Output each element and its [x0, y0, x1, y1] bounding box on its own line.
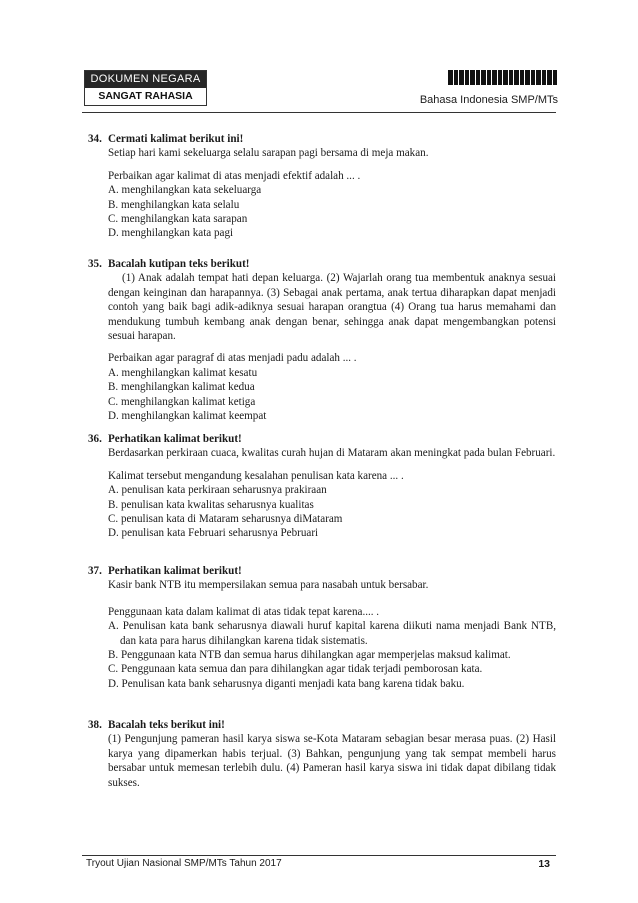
- option-list: [108, 619, 556, 691]
- question-title: Bacalah teks berikut ini!: [108, 719, 225, 731]
- question-sentence: Setiap hari kami sekeluarga selalu sarapan pagi bersama di meja makan.: [108, 147, 429, 160]
- question-title: Cermati kalimat berikut ini!: [108, 133, 244, 145]
- question-prompt: Perbaikan agar paragraf di atas menjadi padu adalah ... .: [108, 352, 357, 365]
- question-37: [88, 564, 556, 691]
- option-c[interactable]: C. menghilangkan kata sarapan: [108, 213, 248, 226]
- question-number: 37.: [88, 565, 102, 577]
- classification-stamp: [84, 70, 207, 106]
- option-list: [108, 183, 556, 241]
- option-b[interactable]: B. Penggunaan kata NTB dan semua harus dihilangkan agar memperjelas maksud kalimat.: [108, 649, 511, 662]
- option-list: [108, 366, 556, 424]
- option-c[interactable]: C. menghilangkan kalimat ketiga: [108, 395, 256, 408]
- barcode-icon: [448, 70, 557, 85]
- option-a[interactable]: A. Penulisan kata bank seharusnya diawali huruf kapital karena diikuti nama menjadi Bank NTB, dan kata para harus dihilangkan karena tidak sistematis.: [108, 620, 556, 647]
- page-number: 13: [538, 858, 550, 870]
- option-list: [108, 483, 556, 541]
- option-b[interactable]: B. menghilangkan kalimat kedua: [108, 381, 255, 394]
- question-number: 34.: [88, 133, 102, 145]
- question-title: Bacalah kutipan teks berikut!: [108, 258, 250, 270]
- option-a[interactable]: A. penulisan kata perkiraan seharusnya prakiraan: [108, 484, 327, 497]
- question-sentence: Berdasarkan perkiraan cuaca, kwalitas curah hujan di Mataram akan meningkat pada bulan Februari.: [108, 447, 556, 460]
- question-35: [88, 257, 556, 423]
- stamp-bottom-label: SANGAT RAHASIA: [98, 90, 193, 102]
- question-number: 35.: [88, 258, 102, 270]
- option-d[interactable]: D. menghilangkan kalimat keempat: [108, 410, 267, 423]
- question-prompt: Penggunaan kata dalam kalimat di atas tidak tepat karena.... .: [108, 605, 380, 618]
- subject-label: Bahasa Indonesia SMP/MTs: [419, 94, 558, 106]
- option-d[interactable]: D. Penulisan kata bank seharusnya diganti menjadi kata bang karena tidak baku.: [108, 677, 465, 690]
- option-a[interactable]: A. menghilangkan kata sekeluarga: [108, 184, 262, 197]
- question-prompt: Kalimat tersebut mengandung kesalahan penulisan kata karena ... .: [108, 469, 404, 482]
- stamp-top-label: DOKUMEN NEGARA: [85, 71, 206, 88]
- header-divider: [82, 112, 556, 113]
- question-38: [88, 718, 556, 790]
- option-a[interactable]: A. menghilangkan kalimat kesatu: [108, 366, 258, 379]
- question-paragraph: (1) Anak adalah tempat hati depan keluarga. (2) Wajarlah orang tua membentuk anaknya sesuai dengan keinginan dan harapannya. (3) Sebagai anak pertama, anak tertua diharapkan dapat menjadi contoh yang baik bagi adik-adiknya sesuai harapan orangtua (4) Orang tua harus memahami dan mendukung tumbuh kembang anak dengan benar, sehingga anak dapat mengembangkan potensi sesuai harapan.: [108, 272, 556, 343]
- question-number: 36.: [88, 433, 102, 445]
- option-b[interactable]: B. menghilangkan kata selalu: [108, 198, 240, 211]
- option-d[interactable]: D. menghilangkan kata pagi: [108, 227, 234, 240]
- option-d[interactable]: D. penulisan kata Februari seharusnya Pebruari: [108, 527, 319, 540]
- question-36: [88, 432, 556, 541]
- footer-title: Tryout Ujian Nasional SMP/MTs Tahun 2017: [86, 858, 282, 869]
- option-c[interactable]: C. Penggunaan kata semua dan para dihilangkan agar tidak terjadi pemborosan kata.: [108, 663, 483, 676]
- question-sentence: Kasir bank NTB itu mempersilakan semua para nasabah untuk bersabar.: [108, 579, 429, 592]
- option-b[interactable]: B. penulisan kata kwalitas seharusnya kualitas: [108, 498, 314, 511]
- question-paragraph: (1) Pengunjung pameran hasil karya siswa se-Kota Mataram sebagian besar merasa puas. (2) Hasil karya yang dipamerkan habis terjual. (3) Bahkan, pengunjung yang tak sempat membeli harus bersabar untuk memesan terlebih dulu. (4) Pameran hasil karya siswa ini tidak dapat dibilang tidak sukses.: [108, 733, 556, 789]
- question-number: 38.: [88, 719, 102, 731]
- question-title: Perhatikan kalimat berikut!: [108, 433, 242, 445]
- option-c[interactable]: C. penulisan kata di Mataram seharusnya diMataram: [108, 513, 343, 526]
- question-34: [88, 132, 556, 241]
- footer-divider: [82, 855, 556, 856]
- question-prompt: Perbaikan agar kalimat di atas menjadi efektif adalah ... .: [108, 169, 361, 182]
- question-title: Perhatikan kalimat berikut!: [108, 565, 242, 577]
